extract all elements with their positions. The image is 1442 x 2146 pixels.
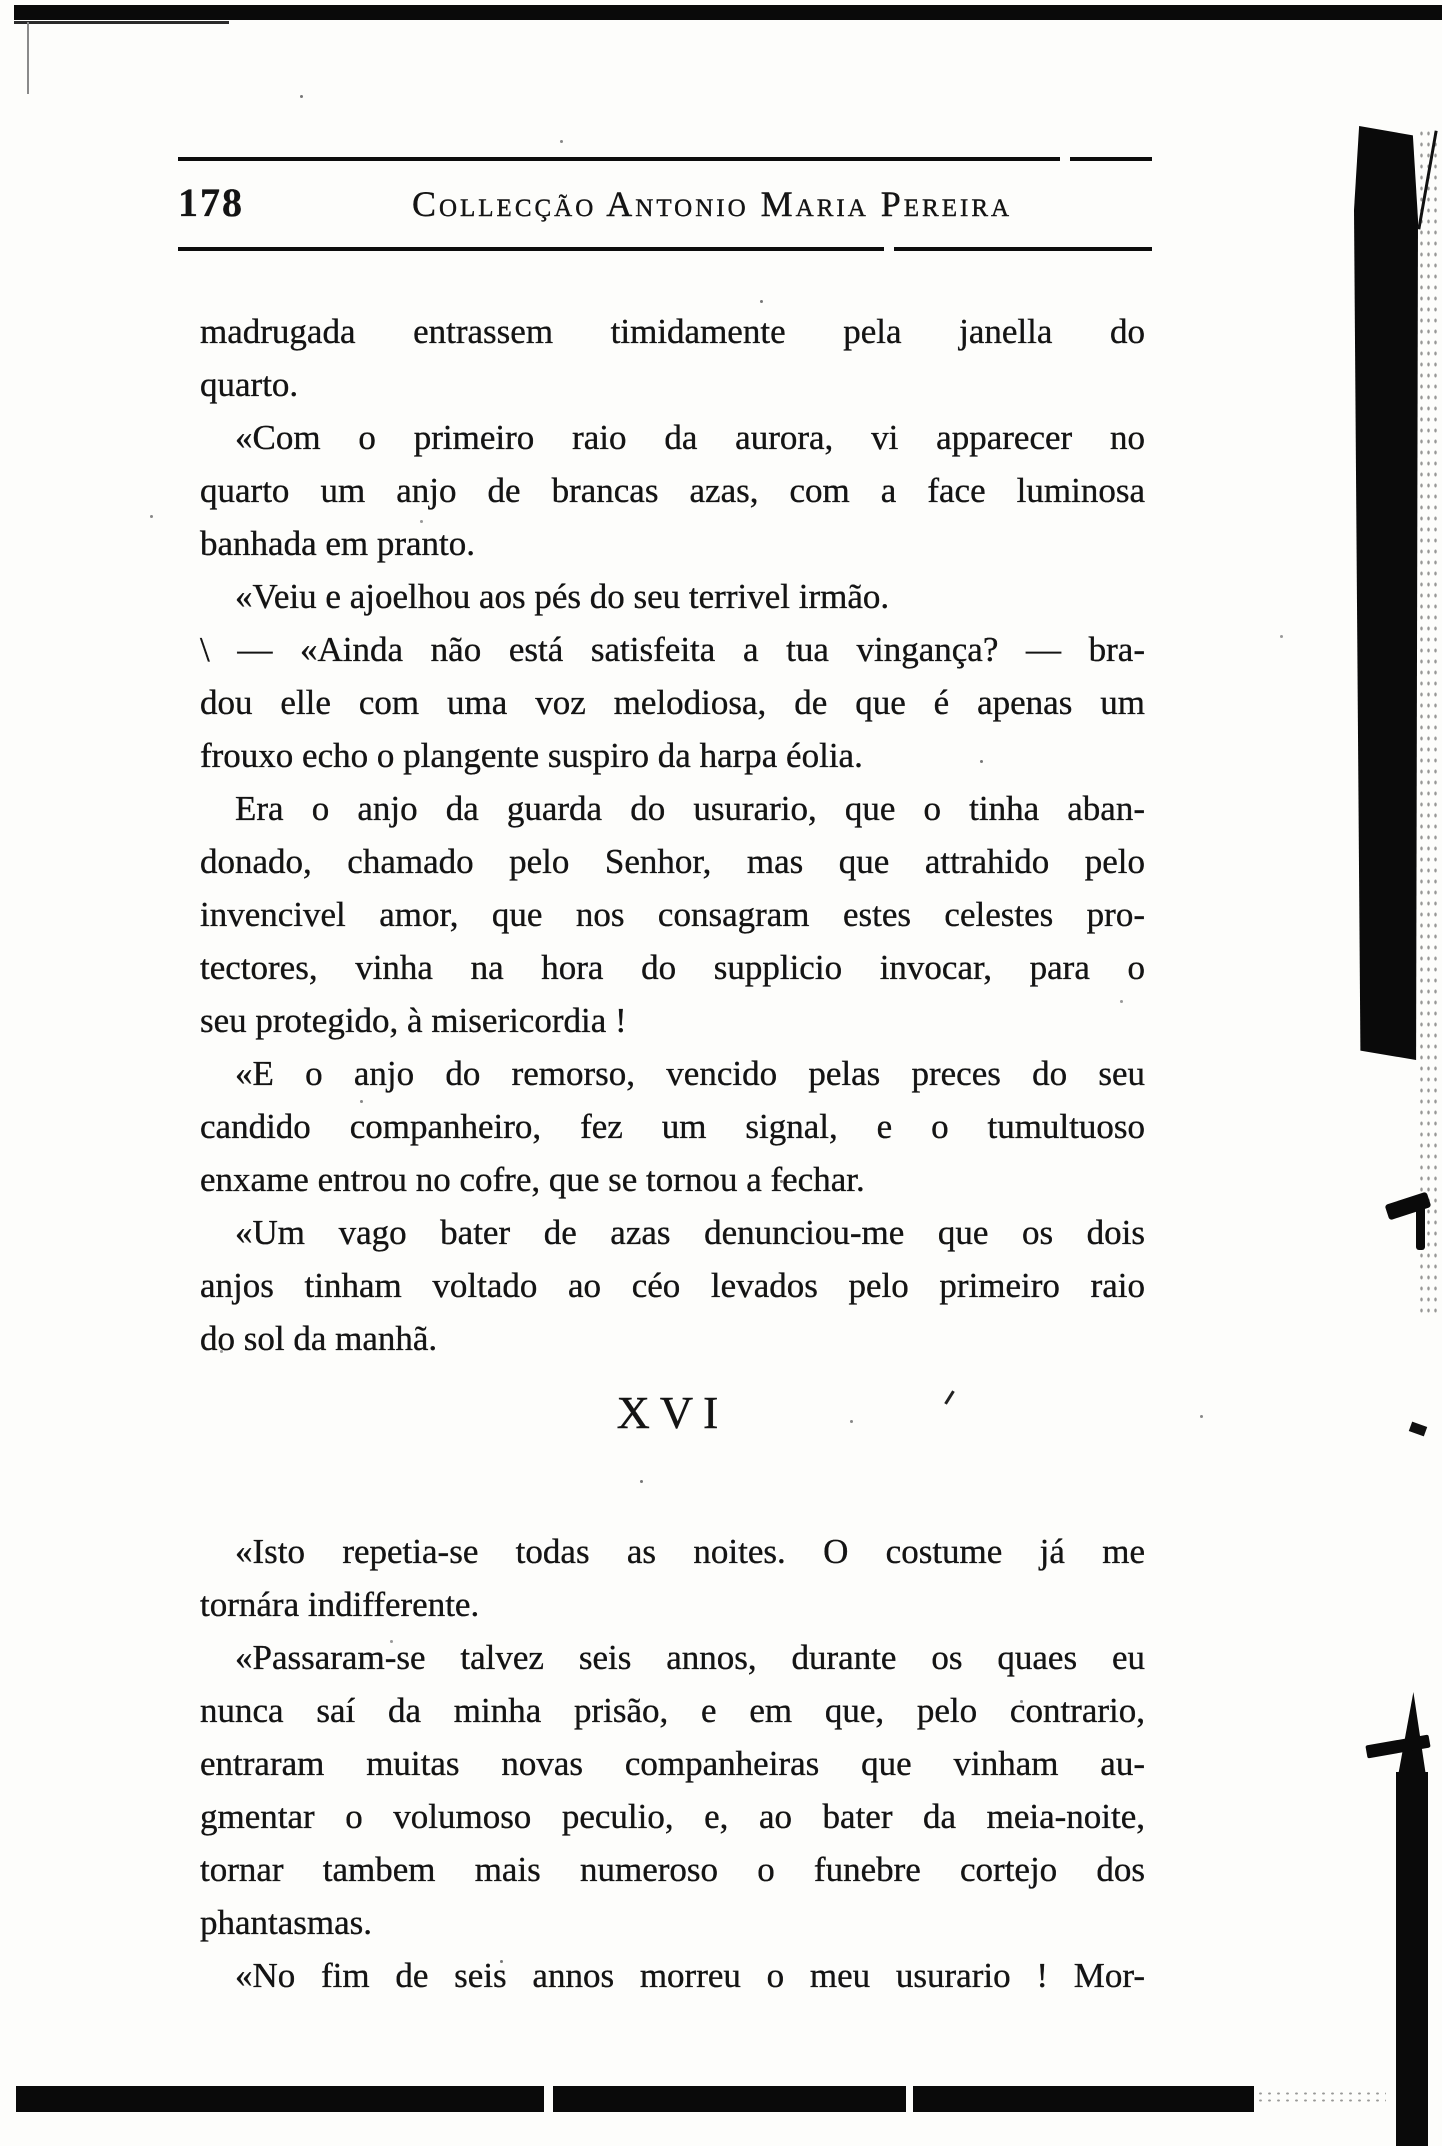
- body-text-block-2: [200, 1525, 1145, 2002]
- text-line: «Veiu e ajoelhou aos pés do seu terrivel irmão.: [235, 577, 890, 616]
- header-rule-top-gap: [1060, 155, 1070, 163]
- scan-artifact-bottom-band: [16, 2086, 1254, 2112]
- header-rule-bottom-gap: [884, 245, 894, 253]
- scan-artifact-left-edge-line: [27, 22, 29, 94]
- text-line: entraram muitas novas companheiras que vinham au-: [200, 1744, 1145, 1783]
- text-line: quarto um anjo de brancas azas, com a face luminosa: [200, 471, 1145, 510]
- scan-artifact-mid-hook-vertical: [1416, 1206, 1425, 1250]
- scan-artifact-lower-streak-tip: [1398, 1692, 1426, 1776]
- text-line: tectores, vinha na hora do supplicio invocar, para o: [200, 948, 1145, 987]
- text-line: donado, chamado pelo Senhor, mas que attrahido pelo: [200, 842, 1145, 881]
- body-text-block-1: [200, 305, 1145, 1365]
- scan-artifact-speckles: [300, 95, 303, 98]
- text-line: enxame entrou no cofre, que se tornou a fechar.: [200, 1160, 865, 1199]
- text-line: «No fim de seis annos morreu o meu usurario ! Mor-: [235, 1956, 1145, 1995]
- text-line: gmentar o volumoso peculio, e, ao bater da meia-noite,: [200, 1797, 1145, 1836]
- text-line: «Passaram-se talvez seis annos, durante os quaes eu: [235, 1638, 1145, 1677]
- scan-artifact-bottom-band-gap: [906, 2086, 913, 2112]
- header-rule-bottom: [178, 247, 1152, 251]
- scan-artifact-right-speckles: [1418, 128, 1440, 1318]
- page-number: 178: [178, 180, 244, 225]
- text-line: nunca saí da minha prisão, e em que, pelo contrario,: [200, 1691, 1145, 1730]
- text-line: tornára indifferente.: [200, 1585, 480, 1624]
- text-line: \ — «Ainda não está satisfeita a tua vingança? — bra-: [200, 630, 1145, 669]
- text-line: invencivel amor, que nos consagram estes celestes pro-: [200, 895, 1145, 934]
- text-line: «Um vago bater de azas denunciou-me que os dois: [235, 1213, 1145, 1252]
- text-line: do sol da manhã.: [200, 1319, 438, 1358]
- text-line: seu protegido, à misericordia !: [200, 1001, 627, 1040]
- text-line: banhada em pranto.: [200, 524, 476, 563]
- text-line: anjos tinham voltado ao céo levados pelo primeiro raio: [200, 1266, 1145, 1305]
- text-line: phantasmas.: [200, 1903, 373, 1942]
- text-line: Era o anjo da guarda do usurario, que o tinha aban-: [235, 789, 1145, 828]
- scan-artifact-lower-streak: [1396, 1772, 1428, 2146]
- scan-artifact-top-band-fragment: [14, 21, 229, 24]
- text-line: «E o anjo do remorso, vencido pelas preces do seu: [235, 1054, 1145, 1093]
- scan-artifact-small-mark: [1409, 1422, 1427, 1437]
- scan-artifact-top-band: [14, 5, 1442, 20]
- scan-artifact-bottom-dots: [1256, 2090, 1386, 2104]
- text-line: tornar tambem mais numeroso o funebre cortejo dos: [200, 1850, 1145, 1889]
- text-line: «Isto repetia-se todas as noites. O costume já me: [235, 1532, 1145, 1571]
- scan-artifact-right-band: [1354, 126, 1418, 1060]
- text-line: madrugada entrassem timidamente pela janella do: [200, 312, 1145, 351]
- text-line: «Com o primeiro raio da aurora, vi apparecer no: [235, 418, 1145, 457]
- text-line: quarto.: [200, 365, 299, 404]
- header-rule-top: [178, 157, 1152, 161]
- text-line: dou elle com uma voz melodiosa, de que é apenas um: [200, 683, 1145, 722]
- text-line: candido companheiro, fez um signal, e o tumultuoso: [200, 1107, 1145, 1146]
- text-line: frouxo echo o plangente suspiro da harpa éolia.: [200, 736, 863, 775]
- running-title: Collecção Antonio Maria Pereira: [411, 184, 1013, 224]
- section-heading: XVI: [616, 1387, 729, 1438]
- scan-artifact-bottom-band-gap: [544, 2086, 553, 2112]
